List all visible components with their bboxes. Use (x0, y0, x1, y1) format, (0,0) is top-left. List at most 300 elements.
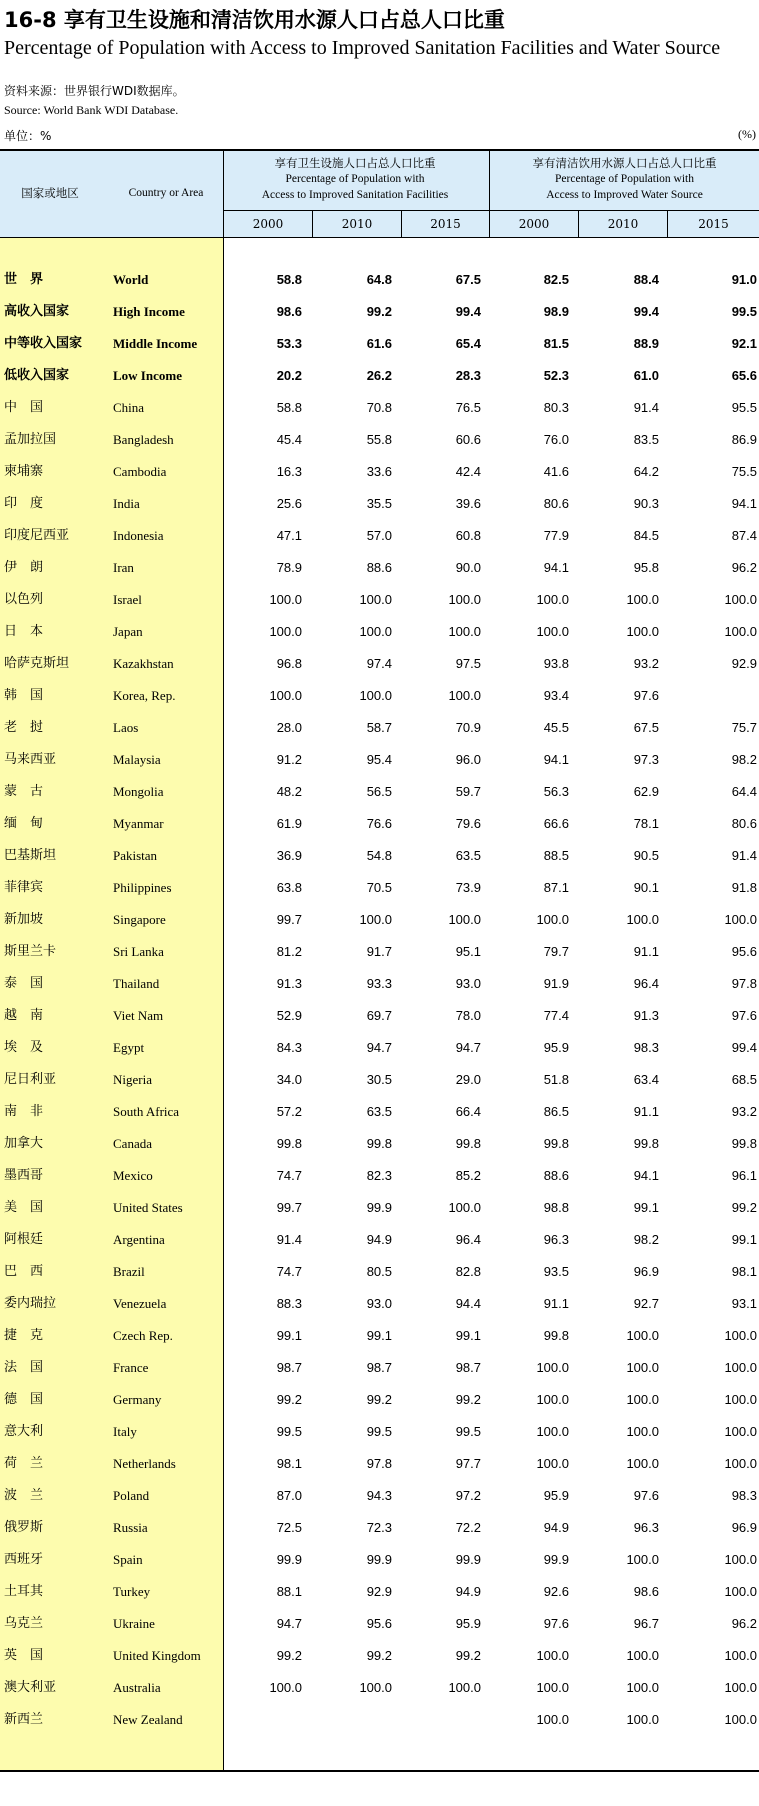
value-cell: 91.7 (366, 944, 392, 959)
value-cell: 84.5 (633, 528, 659, 543)
value-cell: 97.6 (543, 1616, 569, 1631)
value-cell: 90.1 (633, 880, 659, 895)
value-cell: 60.6 (455, 432, 481, 447)
value-cell: 52.3 (543, 368, 569, 383)
year-header: 2000 (518, 217, 550, 231)
country-name-cn: 波 兰 (4, 1488, 44, 1503)
value-cell: 36.9 (276, 848, 302, 863)
value-cell: 91.3 (276, 976, 302, 991)
value-cell: 97.6 (633, 688, 659, 703)
value-cell: 100.0 (724, 1328, 757, 1343)
country-name-en: Japan (113, 624, 143, 639)
country-name-en: Myanmar (113, 816, 164, 831)
header-water-cn: 享有清洁饮用水源人口占总人口比重 (532, 156, 717, 170)
value-cell: 88.4 (633, 272, 659, 287)
value-cell: 96.3 (543, 1232, 569, 1247)
source-cn: 资料来源：世界银行WDI数据库。 (4, 84, 185, 98)
country-name-en: Australia (113, 1680, 161, 1695)
value-cell: 60.8 (455, 528, 481, 543)
value-cell: 61.6 (366, 336, 392, 351)
table-row (0, 360, 759, 392)
table-row (0, 1000, 759, 1032)
value-cell: 91.1 (633, 1104, 659, 1119)
table-row (0, 1608, 759, 1640)
country-name-cn: 巴 西 (4, 1264, 44, 1279)
value-cell: 45.5 (543, 720, 569, 735)
value-cell: 58.7 (366, 720, 392, 735)
value-cell: 100.0 (536, 1456, 569, 1471)
table-row (0, 1160, 759, 1192)
value-cell: 51.8 (543, 1072, 569, 1087)
country-name-cn: 中等收入国家 (4, 336, 83, 351)
value-cell: 94.1 (633, 1168, 659, 1183)
country-name-en: Korea, Rep. (113, 688, 176, 703)
value-cell: 99.4 (455, 304, 481, 319)
country-name-cn: 德 国 (4, 1392, 44, 1407)
table-row (0, 808, 759, 840)
value-cell: 100.0 (724, 1392, 757, 1407)
value-cell: 63.5 (366, 1104, 392, 1119)
value-cell: 76.6 (366, 816, 392, 831)
value-cell: 100.0 (626, 1328, 659, 1343)
country-name-cn: 老 挝 (4, 720, 44, 735)
value-cell: 63.8 (276, 880, 302, 895)
value-cell: 100.0 (724, 1680, 757, 1695)
value-cell: 100.0 (359, 688, 392, 703)
table-row (0, 584, 759, 616)
table-row (0, 1128, 759, 1160)
value-cell: 97.7 (455, 1456, 481, 1471)
value-cell: 96.8 (276, 656, 302, 671)
country-name-cn: 英 国 (4, 1648, 44, 1663)
value-cell: 26.2 (366, 368, 392, 383)
page-title-en: Percentage of Population with Access to Improved Sanitation Facilities and Water Source (4, 37, 721, 59)
country-name-cn: 墨西哥 (4, 1168, 44, 1183)
value-cell: 96.0 (455, 752, 481, 767)
value-cell: 95.5 (731, 400, 757, 415)
value-cell: 99.1 (455, 1328, 481, 1343)
value-cell: 91.9 (543, 976, 569, 991)
country-name-en: Brazil (113, 1264, 145, 1279)
value-cell: 99.5 (731, 304, 757, 319)
value-cell: 87.0 (276, 1488, 302, 1503)
unit-percent: (%) (738, 127, 756, 141)
country-name-cn: 中 国 (4, 400, 44, 415)
value-cell: 94.9 (366, 1232, 392, 1247)
country-name-cn: 低收入国家 (4, 368, 70, 383)
country-name-cn: 柬埔寨 (4, 464, 44, 479)
value-cell: 98.8 (543, 1200, 569, 1215)
value-cell: 98.6 (276, 304, 302, 319)
value-cell: 100.0 (448, 912, 481, 927)
value-cell: 76.5 (455, 400, 481, 415)
value-cell: 99.7 (276, 912, 302, 927)
country-name-en: Netherlands (113, 1456, 176, 1471)
value-cell: 100.0 (536, 1712, 569, 1727)
country-name-cn: 孟加拉国 (4, 432, 57, 447)
country-name-cn: 土耳其 (4, 1584, 44, 1599)
value-cell: 88.3 (276, 1296, 302, 1311)
country-name-cn: 世 界 (4, 272, 44, 287)
value-cell: 56.5 (366, 784, 392, 799)
value-cell: 91.4 (276, 1232, 302, 1247)
country-name-en: High Income (113, 304, 185, 319)
value-cell: 95.9 (543, 1488, 569, 1503)
value-cell: 34.0 (276, 1072, 302, 1087)
table-row (0, 1096, 759, 1128)
value-cell: 96.4 (455, 1232, 481, 1247)
country-name-en: Bangladesh (113, 432, 174, 447)
country-name-cn: 缅 甸 (4, 816, 44, 831)
value-cell: 55.8 (366, 432, 392, 447)
value-cell: 57.2 (276, 1104, 302, 1119)
country-name-cn: 马来西亚 (4, 752, 57, 767)
country-name-cn: 印 度 (4, 496, 44, 511)
value-cell: 93.2 (633, 656, 659, 671)
value-cell: 100.0 (626, 1552, 659, 1567)
year-header: 2010 (341, 217, 373, 231)
table-row (0, 1192, 759, 1224)
value-cell: 16.3 (276, 464, 302, 479)
value-cell: 83.5 (633, 432, 659, 447)
value-cell: 59.7 (455, 784, 481, 799)
value-cell: 93.0 (455, 976, 481, 991)
value-cell: 94.1 (731, 496, 757, 511)
value-cell: 94.1 (543, 560, 569, 575)
table-row (0, 1480, 759, 1512)
value-cell: 96.1 (731, 1168, 757, 1183)
country-name-en: Philippines (113, 880, 172, 895)
value-cell: 94.7 (366, 1040, 392, 1055)
value-cell: 29.0 (455, 1072, 481, 1087)
value-cell: 95.9 (543, 1040, 569, 1055)
value-cell: 78.9 (276, 560, 302, 575)
value-cell: 99.1 (633, 1200, 659, 1215)
value-cell: 100.0 (724, 592, 757, 607)
country-name-cn: 俄罗斯 (4, 1520, 44, 1535)
value-cell: 99.8 (543, 1328, 569, 1343)
value-cell: 100.0 (724, 1712, 757, 1727)
value-cell: 72.5 (276, 1520, 302, 1535)
value-cell: 79.7 (543, 944, 569, 959)
table-row (0, 648, 759, 680)
value-cell: 93.8 (543, 656, 569, 671)
value-cell: 100.0 (626, 1456, 659, 1471)
value-cell: 94.7 (455, 1040, 481, 1055)
value-cell: 99.5 (276, 1424, 302, 1439)
country-name-en: Pakistan (113, 848, 158, 863)
value-cell: 99.2 (455, 1392, 481, 1407)
country-name-cn: 印度尼西亚 (4, 528, 70, 543)
table-row (0, 424, 759, 456)
value-cell: 88.1 (276, 1584, 302, 1599)
value-cell: 98.7 (366, 1360, 392, 1375)
value-cell: 100.0 (448, 592, 481, 607)
table-row (0, 392, 759, 424)
value-cell: 98.6 (633, 1584, 659, 1599)
value-cell: 82.3 (366, 1168, 392, 1183)
country-name-en: Spain (113, 1552, 143, 1567)
value-cell: 72.2 (455, 1520, 481, 1535)
value-cell: 100.0 (448, 1200, 481, 1215)
value-cell: 66.4 (455, 1104, 481, 1119)
value-cell: 96.7 (633, 1616, 659, 1631)
country-name-en: France (113, 1360, 149, 1375)
country-name-en: Cambodia (113, 464, 167, 479)
value-cell: 98.7 (455, 1360, 481, 1375)
country-name-en: Middle Income (113, 336, 198, 351)
value-cell: 81.5 (543, 336, 569, 351)
country-name-en: Ukraine (113, 1616, 155, 1631)
value-cell: 100.0 (724, 1360, 757, 1375)
value-cell: 93.1 (731, 1296, 757, 1311)
country-name-en: Israel (113, 592, 142, 607)
table-row (0, 1704, 759, 1736)
country-name-cn: 美 国 (4, 1200, 44, 1215)
country-name-cn: 捷 克 (4, 1328, 44, 1343)
value-cell: 100.0 (724, 912, 757, 927)
value-cell: 85.2 (455, 1168, 481, 1183)
table-row (0, 744, 759, 776)
country-name-cn: 哈萨克斯坦 (4, 656, 70, 671)
table-row (0, 1512, 759, 1544)
value-cell: 100.0 (359, 912, 392, 927)
country-name-en: Germany (113, 1392, 162, 1407)
table-row (0, 1576, 759, 1608)
value-cell: 100.0 (536, 624, 569, 639)
value-cell: 99.2 (276, 1392, 302, 1407)
value-cell: 35.5 (366, 496, 392, 511)
value-cell: 69.7 (366, 1008, 392, 1023)
value-cell: 91.1 (543, 1296, 569, 1311)
country-name-cn: 蒙 古 (4, 784, 44, 799)
value-cell: 82.5 (543, 272, 569, 287)
country-name-en: Low Income (113, 368, 182, 383)
value-cell: 39.6 (455, 496, 481, 511)
country-name-cn: 新西兰 (4, 1712, 44, 1727)
value-cell: 88.9 (633, 336, 659, 351)
value-cell: 98.7 (276, 1360, 302, 1375)
value-cell: 93.3 (366, 976, 392, 991)
header-water-en1: Percentage of Population with (555, 173, 694, 185)
country-name-en: Turkey (113, 1584, 151, 1599)
table-row (0, 1352, 759, 1384)
value-cell: 93.5 (543, 1264, 569, 1279)
table-row (0, 456, 759, 488)
value-cell: 97.3 (633, 752, 659, 767)
country-name-en: Poland (113, 1488, 150, 1503)
value-cell: 70.8 (366, 400, 392, 415)
country-name-cn: 泰 国 (4, 976, 44, 991)
value-cell: 94.9 (543, 1520, 569, 1535)
year-header: 2010 (607, 217, 639, 231)
table-row (0, 840, 759, 872)
country-name-cn: 高收入国家 (4, 304, 70, 319)
value-cell: 74.7 (276, 1168, 302, 1183)
value-cell: 78.1 (633, 816, 659, 831)
value-cell: 56.3 (543, 784, 569, 799)
value-cell: 82.8 (455, 1264, 481, 1279)
country-name-en: Egypt (113, 1040, 145, 1055)
country-name-en: Malaysia (113, 752, 161, 767)
value-cell: 99.8 (731, 1136, 757, 1151)
value-cell: 91.8 (731, 880, 757, 895)
country-name-en: Mongolia (113, 784, 164, 799)
value-cell: 100.0 (626, 1712, 659, 1727)
value-cell: 100.0 (359, 1680, 392, 1695)
country-name-cn: 澳大利亚 (4, 1680, 57, 1695)
country-name-cn: 乌克兰 (4, 1616, 44, 1631)
year-header: 2000 (252, 217, 284, 231)
value-cell: 92.6 (543, 1584, 569, 1599)
header-country-en: Country or Area (128, 187, 204, 199)
year-header: 2015 (430, 217, 461, 231)
value-cell: 41.6 (543, 464, 569, 479)
value-cell: 99.5 (366, 1424, 392, 1439)
country-name-en: Sri Lanka (113, 944, 164, 959)
table-row (0, 488, 759, 520)
country-name-en: Italy (113, 1424, 137, 1439)
value-cell: 99.1 (731, 1232, 757, 1247)
country-name-en: Singapore (113, 912, 166, 927)
value-cell: 98.3 (633, 1040, 659, 1055)
value-cell: 42.4 (455, 464, 481, 479)
value-cell: 58.8 (276, 400, 302, 415)
value-cell: 99.9 (276, 1552, 302, 1567)
value-cell: 97.8 (731, 976, 757, 991)
value-cell: 80.5 (366, 1264, 392, 1279)
country-name-cn: 荷 兰 (4, 1456, 44, 1471)
table-row (0, 680, 759, 712)
value-cell: 95.8 (633, 560, 659, 575)
country-name-en: Argentina (113, 1232, 165, 1247)
table-row (0, 1416, 759, 1448)
value-cell: 75.5 (731, 464, 757, 479)
value-cell: 100.0 (536, 1424, 569, 1439)
country-name-en: United States (113, 1200, 183, 1215)
value-cell: 99.9 (543, 1552, 569, 1567)
country-name-cn: 阿根廷 (4, 1232, 44, 1247)
value-cell: 53.3 (276, 336, 302, 351)
value-cell: 99.9 (366, 1200, 392, 1215)
value-cell: 70.9 (455, 720, 481, 735)
value-cell: 70.5 (366, 880, 392, 895)
value-cell: 96.2 (731, 560, 757, 575)
value-cell: 97.8 (366, 1456, 392, 1471)
value-cell: 87.1 (543, 880, 569, 895)
value-cell: 100.0 (724, 1456, 757, 1471)
value-cell: 81.2 (276, 944, 302, 959)
value-cell: 100.0 (536, 1392, 569, 1407)
value-cell: 97.6 (731, 1008, 757, 1023)
value-cell: 99.4 (731, 1040, 757, 1055)
value-cell: 100.0 (536, 912, 569, 927)
value-cell: 99.8 (455, 1136, 481, 1151)
table-row (0, 872, 759, 904)
value-cell: 100.0 (626, 1680, 659, 1695)
table-row (0, 1544, 759, 1576)
country-name-en: Indonesia (113, 528, 164, 543)
value-cell: 80.3 (543, 400, 569, 415)
country-name-cn: 斯里兰卡 (4, 944, 57, 959)
value-cell: 95.6 (366, 1616, 392, 1631)
value-cell: 100.0 (626, 1648, 659, 1663)
value-cell: 52.9 (276, 1008, 302, 1023)
value-cell: 97.5 (455, 656, 481, 671)
value-cell: 100.0 (359, 592, 392, 607)
value-cell: 93.0 (366, 1296, 392, 1311)
country-name-en: Viet Nam (113, 1008, 164, 1023)
value-cell: 94.7 (276, 1616, 302, 1631)
value-cell: 94.3 (366, 1488, 392, 1503)
value-cell: 86.5 (543, 1104, 569, 1119)
value-cell: 100.0 (626, 624, 659, 639)
value-cell: 100.0 (724, 1424, 757, 1439)
country-name-en: Mexico (113, 1168, 153, 1183)
value-cell: 100.0 (724, 1552, 757, 1567)
value-cell: 92.1 (731, 336, 757, 351)
value-cell: 99.1 (366, 1328, 392, 1343)
value-cell: 64.4 (731, 784, 757, 799)
table-bottom-rule (0, 1770, 759, 1772)
value-cell: 91.4 (731, 848, 757, 863)
country-name-cn: 意大利 (4, 1424, 44, 1439)
value-cell: 91.3 (633, 1008, 659, 1023)
value-cell: 100.0 (724, 1584, 757, 1599)
value-cell: 93.4 (543, 688, 569, 703)
value-cell: 99.9 (455, 1552, 481, 1567)
value-cell: 95.4 (366, 752, 392, 767)
value-cell: 58.8 (276, 272, 302, 287)
value-cell: 99.8 (366, 1136, 392, 1151)
value-cell: 30.5 (366, 1072, 392, 1087)
country-name-cn: 以色列 (4, 592, 44, 607)
value-cell: 65.4 (455, 336, 481, 351)
value-cell: 90.5 (633, 848, 659, 863)
table-row (0, 296, 759, 328)
table-row (0, 264, 759, 296)
country-name-cn: 菲律宾 (4, 880, 44, 895)
country-name-en: Canada (113, 1136, 152, 1151)
value-cell: 99.2 (455, 1648, 481, 1663)
value-cell: 99.9 (366, 1552, 392, 1567)
value-cell: 100.0 (269, 624, 302, 639)
value-cell: 95.1 (455, 944, 481, 959)
header-country-cn: 国家或地区 (21, 186, 79, 200)
value-cell: 84.3 (276, 1040, 302, 1055)
value-cell: 65.6 (731, 368, 757, 383)
value-cell: 88.6 (543, 1168, 569, 1183)
country-name-cn: 南 非 (4, 1104, 44, 1119)
value-cell: 99.2 (276, 1648, 302, 1663)
value-cell: 98.9 (543, 304, 569, 319)
value-cell: 99.5 (455, 1424, 481, 1439)
value-cell: 100.0 (536, 1648, 569, 1663)
country-name-en: Czech Rep. (113, 1328, 173, 1343)
table-row (0, 1672, 759, 1704)
value-cell: 78.0 (455, 1008, 481, 1023)
country-name-cn: 日 本 (4, 624, 44, 639)
value-cell: 62.9 (633, 784, 659, 799)
value-cell: 97.6 (633, 1488, 659, 1503)
value-cell: 100.0 (269, 592, 302, 607)
value-cell: 54.8 (366, 848, 392, 863)
value-cell: 91.1 (633, 944, 659, 959)
value-cell: 100.0 (448, 688, 481, 703)
country-name-cn: 加拿大 (4, 1136, 44, 1151)
table-row (0, 552, 759, 584)
country-name-en: Iran (113, 560, 134, 575)
